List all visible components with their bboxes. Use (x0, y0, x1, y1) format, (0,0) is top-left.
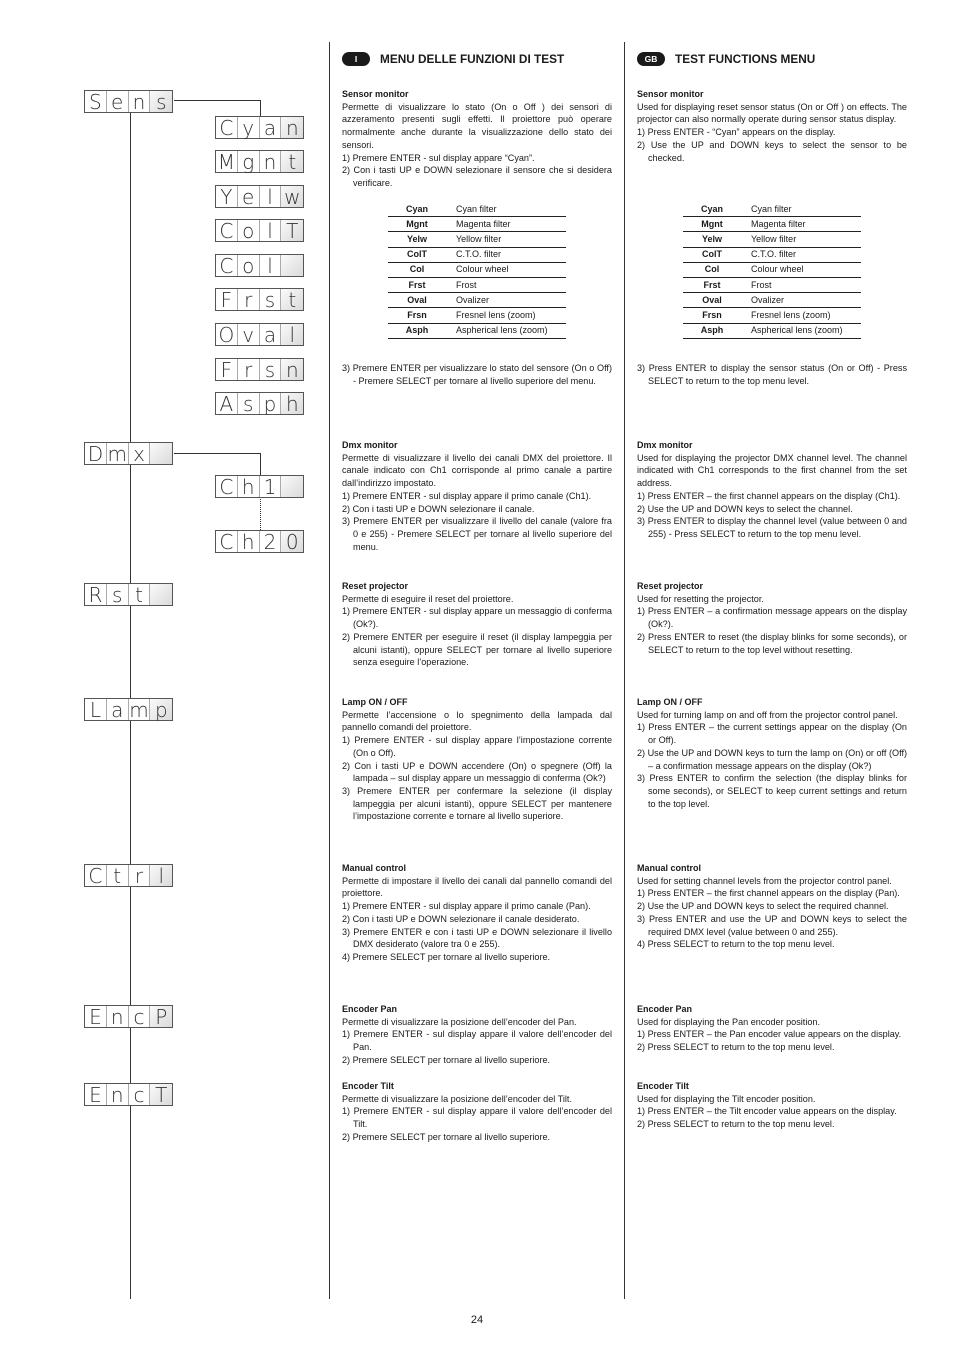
lcd-char: R (85, 584, 107, 605)
section-title: Encoder Pan (637, 1004, 693, 1014)
lcd-char: C (216, 220, 238, 241)
it-lamp-section (342, 696, 612, 823)
lcd-sens (84, 90, 173, 113)
lcd-mgnt (215, 150, 304, 173)
dmx-branch-line (260, 453, 261, 475)
table-row (683, 202, 861, 217)
section-title: Manual control (342, 863, 407, 873)
section-title: Encoder Tilt (637, 1081, 689, 1091)
section-intro: Used for displaying the Tilt encoder position. (637, 1093, 816, 1104)
section-intro: Permette di eseguire il reset del proiettore. (342, 593, 514, 604)
step: 1) Premere ENTER - sul display appare un messaggio di conferma (Ok?). (342, 606, 612, 630)
lcd-char: t (107, 865, 129, 886)
lcd-char: n (260, 151, 282, 172)
lcd-ctrl (84, 864, 173, 887)
section-title: Manual control (637, 863, 702, 873)
step: 2) Press SELECT to return to the top menu level. (637, 1119, 835, 1130)
step: 1) Press ENTER – the Tilt encoder value appears on the display. (637, 1106, 897, 1117)
it-encpan-section (342, 1003, 612, 1067)
sens-connector (174, 100, 260, 101)
lcd-char: h (238, 531, 260, 552)
table-row (388, 323, 566, 338)
lcd-char: S (85, 91, 107, 112)
lcd-char: C (85, 865, 107, 886)
lcd-char: l (260, 186, 282, 207)
lcd-char: r (238, 359, 260, 380)
table-row (683, 277, 861, 292)
italian-column (342, 52, 612, 1152)
gb-lamp-section (637, 696, 907, 810)
table-row (683, 323, 861, 338)
lcd-char: c (129, 1006, 151, 1027)
table-row (683, 262, 861, 277)
desc: Colour wheel (446, 262, 566, 277)
code: Asph (683, 323, 741, 338)
section-intro: Permette di impostare il livello dei canali dal pannello comandi del proiettore. (342, 875, 612, 899)
code: Yelw (683, 232, 741, 247)
lcd-char: c (129, 1084, 151, 1105)
section-title: Sensor monitor (637, 89, 704, 99)
gb-enctilt-section (637, 1080, 907, 1131)
lcd-char: t (281, 289, 303, 310)
it-enctilt-section (342, 1080, 612, 1144)
lcd-char: h (281, 393, 303, 414)
lcd-char: p (260, 393, 282, 414)
page-number: 24 (470, 1314, 484, 1326)
lcd-char: n (281, 359, 303, 380)
lcd-char: x (129, 443, 151, 464)
lcd-char: m (129, 697, 149, 722)
lcd-rst (84, 583, 173, 606)
code: Cyan (683, 202, 741, 217)
it-sensor-section (342, 88, 612, 190)
step: 2) Press ENTER to reset (the display blinks for some seconds), or SELECT to return to the top level without resetting. (637, 631, 907, 655)
sens-branch-line (260, 100, 261, 116)
step: 2) Con i tasti UP e DOWN selezionare il sensore che si desidera verificare. (342, 165, 612, 188)
lcd-char: g (238, 151, 260, 172)
step: 1) Premere ENTER - sul display appare il primo canale (Ch1). (342, 490, 592, 501)
code: Asph (388, 323, 446, 338)
lcd-char: s (260, 289, 282, 310)
section-title: Sensor monitor (342, 89, 409, 99)
desc: Cyan filter (741, 202, 861, 217)
table-row (388, 247, 566, 262)
table-row (683, 308, 861, 323)
desc: C.T.O. filter (446, 247, 566, 262)
lcd-char: D (85, 443, 107, 464)
lcd-char: l (281, 324, 303, 345)
gb-filter-table (683, 202, 861, 339)
section-intro: Permette di visualizzare la posizione dell’encoder del Tilt. (342, 1093, 572, 1104)
lcd-char: l (150, 865, 172, 886)
lcd-char: l (260, 255, 282, 276)
lcd-char: y (238, 117, 260, 138)
lcd-ch1 (215, 475, 304, 498)
gb-dmx-section (637, 439, 907, 541)
lcd-char: s (150, 91, 172, 112)
steps (342, 152, 612, 190)
lcd-char: O (216, 324, 238, 345)
table-row (683, 217, 861, 232)
section-intro: Used for turning lamp on and off from the projector control panel. (637, 709, 898, 720)
section-title: Encoder Tilt (342, 1081, 394, 1091)
desc: Aspherical lens (zoom) (446, 323, 566, 338)
desc: C.T.O. filter (741, 247, 861, 262)
step: 2) Use the UP and DOWN keys to select the channel. (637, 503, 853, 514)
lcd-char: t (281, 151, 303, 172)
lcd-char (281, 476, 303, 497)
gb-encpan-section (637, 1003, 907, 1054)
step: 2) Con i tasti UP e DOWN selezionare il canale desiderato. (342, 913, 580, 924)
lcd-char: e (238, 186, 260, 207)
lcd-frst (215, 288, 304, 311)
lcd-lamp (84, 698, 173, 721)
step: 1) Press ENTER - “Cyan” appears on the display. (637, 127, 836, 138)
code: Mgnt (683, 217, 741, 232)
step: 1) Premere ENTER - sul display appare il valore dell’encoder del Pan. (342, 1029, 612, 1053)
step: 1) Press ENTER – the Pan encoder value appears on the display. (637, 1029, 902, 1040)
it-filter-table (388, 202, 566, 339)
lcd-char (150, 584, 172, 605)
lcd-char: M (216, 151, 238, 172)
lcd-char: v (238, 324, 260, 345)
english-column (637, 52, 907, 1152)
desc: Magenta filter (741, 217, 861, 232)
lcd-oval (215, 323, 304, 346)
desc: Ovalizer (446, 293, 566, 308)
desc: Colour wheel (741, 262, 861, 277)
desc: Yellow filter (446, 232, 566, 247)
lcd-asph (215, 392, 304, 415)
code: Cyan (388, 202, 446, 217)
lcd-char: 1 (260, 476, 282, 497)
desc: Aspherical lens (zoom) (741, 323, 861, 338)
lcd-yelw (215, 185, 304, 208)
desc: Frost (446, 277, 566, 292)
lcd-char: T (150, 1084, 172, 1105)
desc: Cyan filter (446, 202, 566, 217)
step: 1) Premere ENTER - sul display appare l’impostazione corrente (On o Off). (342, 735, 612, 758)
table-row (388, 277, 566, 292)
step: 3) Press ENTER to confirm the selection (the display blinks for some seconds), or SELECT to keep current settings and return to the top level. (637, 773, 907, 809)
desc: Ovalizer (741, 293, 861, 308)
desc: Fresnel lens (zoom) (741, 308, 861, 323)
code: Mgnt (388, 217, 446, 232)
step: 3) Press ENTER to display the sensor status (On or Off) - Press SELECT to return to the top menu level. (637, 363, 907, 386)
code: Oval (388, 293, 446, 308)
step: 4) Premere SELECT per tornare al livello superiore. (342, 951, 551, 962)
gb-manual-section (637, 862, 907, 951)
lcd-char: C (216, 117, 238, 138)
section-intro: Used for displaying the projector DMX channel level. The channel indicated with Ch1 corresponds to the first channel from the set address. (637, 452, 907, 489)
lcd-char: s (238, 393, 260, 414)
code: ColT (683, 247, 741, 262)
table-row (388, 217, 566, 232)
section-intro: Used for displaying the Pan encoder position. (637, 1016, 820, 1027)
section-intro: Permette di visualizzare la posizione dell’encoder del Pan. (342, 1016, 577, 1027)
it-sensor-step3 (342, 362, 612, 387)
lcd-char: w (281, 186, 303, 207)
dmx-dotted-line (260, 497, 261, 530)
lcd-char: n (129, 91, 151, 112)
lcd-char: a (107, 699, 129, 720)
lcd-char: s (260, 359, 282, 380)
table-row (388, 262, 566, 277)
table-row (388, 308, 566, 323)
lcd-enct (84, 1083, 173, 1106)
code: ColT (388, 247, 446, 262)
table-row (683, 293, 861, 308)
step: 1) Premere ENTER - sul display appare il valore dell’encoder del Tilt. (342, 1106, 612, 1130)
code: Col (388, 262, 446, 277)
lcd-encp (84, 1005, 173, 1028)
step: 2) Press SELECT to return to the top menu level. (637, 1042, 835, 1053)
desc: Magenta filter (446, 217, 566, 232)
section-title: Dmx monitor (342, 440, 398, 450)
section-intro: Used for resetting the projector. (637, 593, 764, 604)
lcd-col (215, 254, 304, 277)
step: 2) Con i tasti UP e DOWN accendere (On) o spegnere (Off) la lampada – sul display appare un messaggio di conferma (Ok?) (342, 760, 612, 784)
lcd-char: C (216, 476, 238, 497)
it-manual-section (342, 862, 612, 964)
section-intro: Used for setting channel levels from the projector control panel. (637, 875, 892, 886)
it-reset-section (342, 580, 612, 669)
code: Frst (388, 277, 446, 292)
table-row (683, 247, 861, 262)
section-title: Dmx monitor (637, 440, 693, 450)
gb-reset-section (637, 580, 907, 656)
column-divider-right (624, 42, 625, 1299)
lcd-char (150, 443, 172, 464)
step: 2) Premere SELECT per tornare al livello superiore. (342, 1054, 551, 1065)
lcd-dmx (84, 442, 173, 465)
dmx-connector (174, 453, 260, 454)
table-row (388, 202, 566, 217)
lcd-char: C (216, 531, 238, 552)
step: 3) Premere ENTER per visualizzare il livello del canale (valore fra 0 e 255) - Premere SELECT per tornare al livello superiore del menu. (342, 516, 612, 552)
column-divider-left (329, 42, 330, 1299)
table-row (388, 232, 566, 247)
lcd-char (281, 255, 303, 276)
gb-sensor-step3 (637, 362, 907, 387)
lcd-char: L (85, 699, 107, 720)
desc: Yellow filter (741, 232, 861, 247)
lcd-char: n (107, 1006, 129, 1027)
code: Yelw (388, 232, 446, 247)
it-dmx-section (342, 439, 612, 553)
step: 3) Premere ENTER per confermare la selezione (il display lampeggia per alcuni istanti), oppure SELECT per mantenere l’impostazione corrente e tornare al livello superiore. (342, 785, 612, 822)
lcd-char: C (216, 255, 238, 276)
section-title: Reset projector (342, 581, 409, 591)
section-title: Lamp ON / OFF (342, 697, 408, 707)
lcd-char: E (85, 1006, 107, 1027)
lcd-char: E (85, 1084, 107, 1105)
lcd-char: P (150, 1006, 172, 1027)
lcd-frsn (215, 358, 304, 381)
code: Col (683, 262, 741, 277)
uk-flag-badge: GB (637, 52, 665, 66)
lcd-char: Y (216, 186, 238, 207)
lcd-char: n (281, 117, 303, 138)
step: 2) Con i tasti UP e DOWN selezionare il canale. (342, 503, 535, 514)
step: 2) Use the UP and DOWN keys to turn the lamp on (On) or off (Off) – a confirmation message appears on the display (Ok?) (637, 747, 907, 771)
lcd-char: a (260, 324, 282, 345)
step: 2) Premere ENTER per eseguire il reset (il display lampeggia per alcuni istanti), oppure SELECT per tornare al livello superiore senza eseguire l’operazione. (342, 631, 612, 668)
lcd-char: s (107, 584, 129, 605)
lcd-colt (215, 219, 304, 242)
step: 1) Press ENTER – the first channel appears on the display (Pan). (637, 888, 900, 899)
step: 3) Premere ENTER e con i tasti UP e DOWN selezionare il livello DMX desiderato (valore tra 0 e 255). (342, 926, 612, 950)
lcd-ch20 (215, 530, 304, 553)
section-intro: Used for displaying reset sensor status (On or Off ) on effects. The projector can also normally operate during sensor status display. (637, 101, 907, 125)
table-row (388, 293, 566, 308)
code: Frsn (683, 308, 741, 323)
section-intro: Permette di visualizzare il livello dei canali DMX del proiettore. Il canale indicato con Ch1 corrisponde al primo canale a partire dall’indirizzo impostato. (342, 452, 612, 489)
lcd-char: t (129, 584, 151, 605)
lcd-char: o (238, 220, 260, 241)
english-heading (637, 52, 815, 66)
lcd-char: T (281, 220, 303, 241)
italy-flag-badge: I (342, 52, 370, 66)
step: 3) Press ENTER and use the UP and DOWN keys to select the required DMX level (value between 0 and 255). (637, 913, 907, 937)
step: 4) Press SELECT to return to the top menu level. (637, 939, 835, 950)
section-title: Lamp ON / OFF (637, 697, 703, 707)
step: 3) Premere ENTER per visualizzare lo stato del sensore (On o Off) - Premere SELECT per tornare al livello superiore del menu. (342, 363, 612, 386)
step: 2) Use the UP and DOWN keys to select the required channel. (637, 901, 889, 912)
lcd-char: p (150, 699, 172, 720)
lcd-char: h (238, 476, 260, 497)
heading-text: MENU DELLE FUNZIONI DI TEST (380, 51, 565, 66)
lcd-char: a (260, 117, 282, 138)
lcd-char: m (107, 441, 127, 466)
section-title: Encoder Pan (342, 1004, 398, 1014)
step: 1) Press ENTER – the first channel appears on the display (Ch1). (637, 490, 901, 501)
lcd-char: l (260, 220, 282, 241)
step: 2) Use the UP and DOWN keys to select the sensor to be checked. (637, 139, 907, 163)
desc: Fresnel lens (zoom) (446, 308, 566, 323)
lcd-char: A (216, 393, 238, 414)
gb-sensor-section (637, 88, 907, 164)
lcd-char: e (107, 91, 129, 112)
table-row (683, 232, 861, 247)
step: 1) Press ENTER – the current settings appear on the display (On or Off). (637, 722, 907, 746)
lcd-char: r (129, 865, 151, 886)
step: 1) Press ENTER – a confirmation message appears on the display (Ok?). (637, 606, 907, 630)
section-title: Reset projector (637, 581, 704, 591)
code: Frsn (388, 308, 446, 323)
code: Frst (683, 277, 741, 292)
section-intro: Permette di visualizzare lo stato (On o Off ) dei sensori di azzeramento presenti sugli effetti. Il proiettore può operare normalmente anche durante la visualizzazione dello stato dei sensori. (342, 101, 612, 150)
desc: Frost (741, 277, 861, 292)
lcd-char: 0 (281, 531, 303, 552)
italian-heading (342, 52, 564, 66)
step: 2) Premere SELECT per tornare al livello superiore. (342, 1131, 551, 1142)
step: 1) Premere ENTER - sul display appare il primo canale (Pan). (342, 901, 591, 912)
section-intro: Permette l’accensione o lo spegnimento della lampada dal pannello comandi del proiettore. (342, 709, 612, 733)
lcd-cyan (215, 116, 304, 139)
step: 3) Press ENTER to display the channel level (value between 0 and 255) - Press SELECT to return to the top menu level. (637, 516, 907, 539)
step: 1) Premere ENTER - sul display appare “Cyan”. (342, 152, 535, 163)
lcd-char: r (238, 289, 260, 310)
heading-text: TEST FUNCTIONS MENU (675, 51, 816, 66)
lcd-char: o (238, 255, 260, 276)
lcd-char: 2 (260, 531, 282, 552)
lcd-char: n (107, 1084, 129, 1105)
lcd-char: F (216, 359, 238, 380)
lcd-char: F (216, 289, 238, 310)
code: Oval (683, 293, 741, 308)
